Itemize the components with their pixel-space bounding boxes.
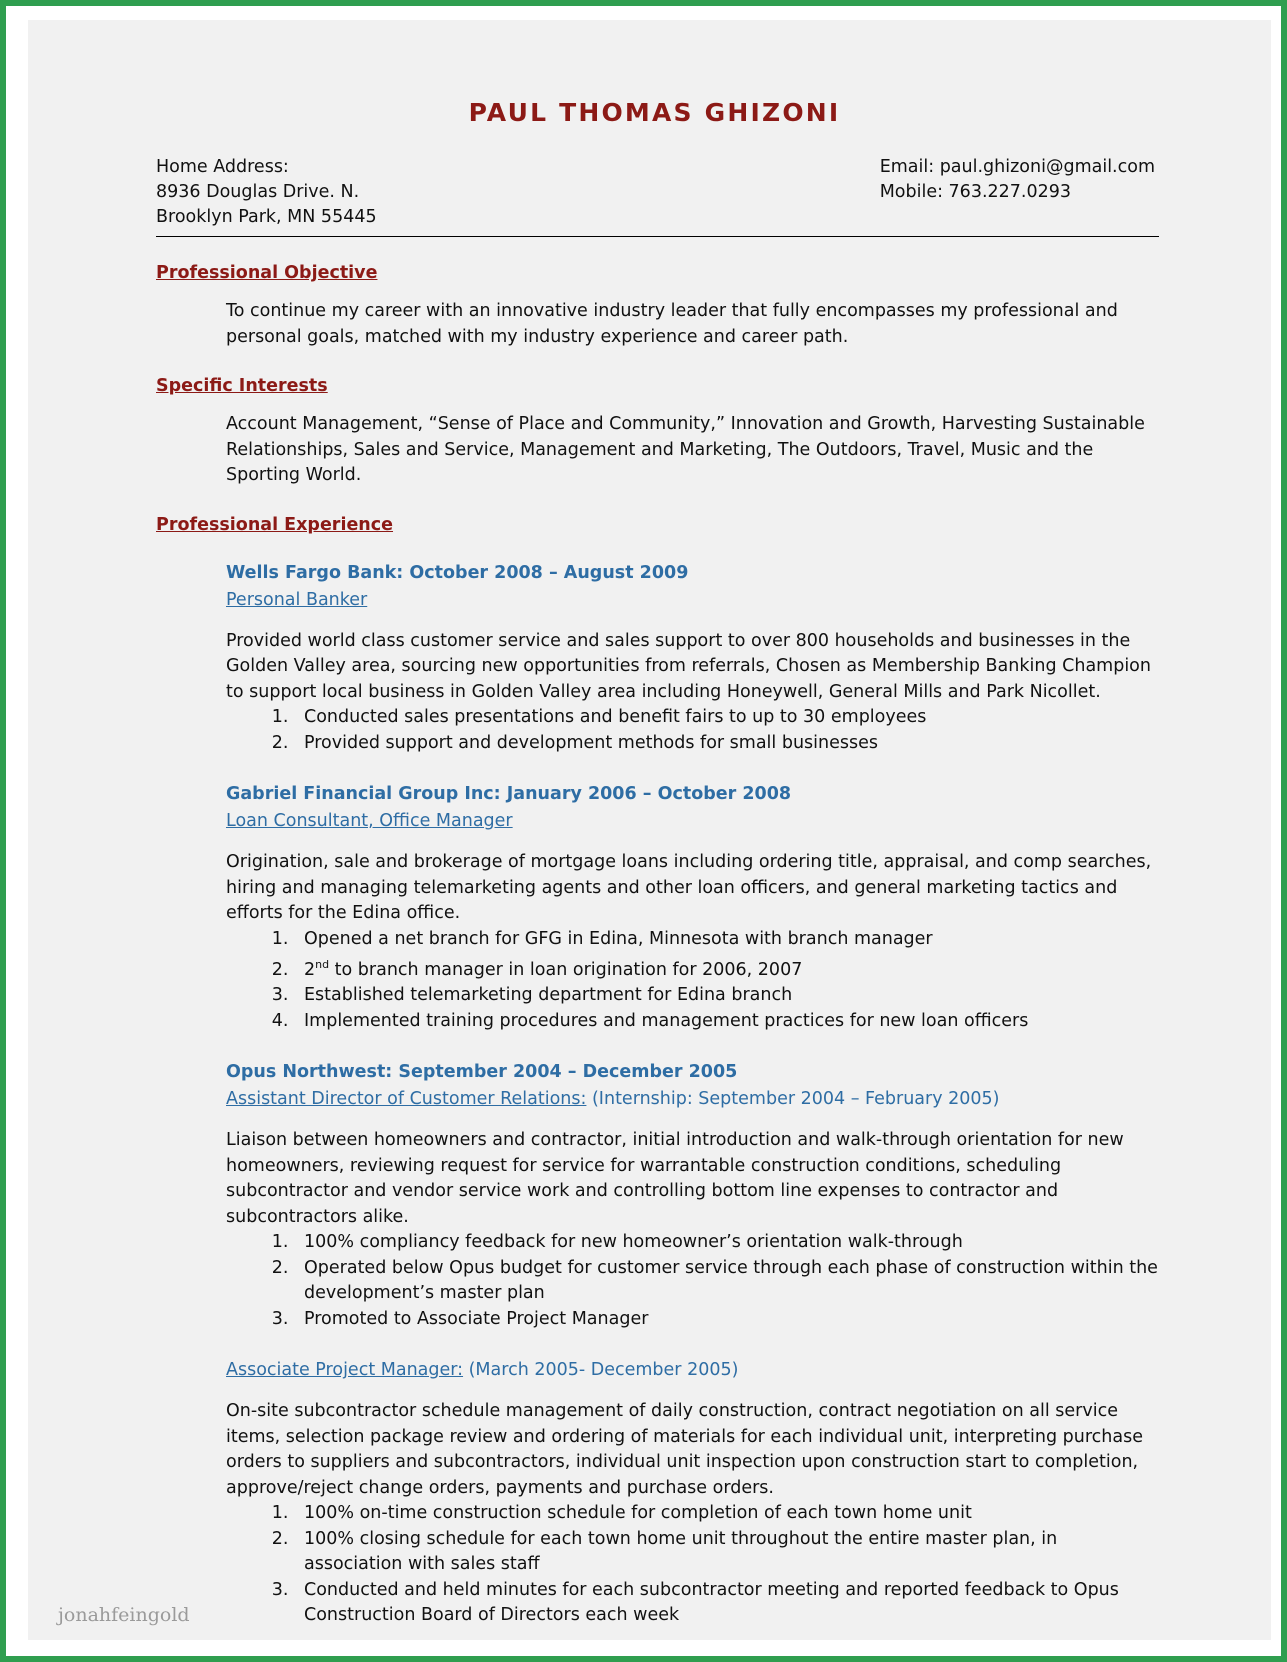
list-item: 3. Established telemarketing department for Edina branch [294,983,1161,1009]
document-sheet [28,20,1271,1640]
job-role-text: Personal Banker [226,589,368,610]
experience-entry [226,782,1161,1034]
list-item: 2. Provided support and development methods for small businesses [294,731,1161,757]
contact-block [156,155,1159,237]
list-item: 1. 100% compliancy feedback for new homeowner’s orientation walk-through [294,1230,1161,1256]
objective-text: To continue my career with an innovative industry leader that fully encompasses my professional and personal goals, matched with my industry experience and career path. [226,301,1118,347]
job-title: Opus Northwest: September 2004 – December 2005 [226,1062,738,1083]
job-description: Provided world class customer service and sales support to over 800 households and businesses in the Golden Valley area, sourcing new opportunities from referrals, Chosen as Membership Banking Champion to support local business in Golden Valley area including Honeywell, General Mills and Park Nicollet. [226,630,1151,702]
interests-text: Account Management, “Sense of Place and Community,” Innovation and Growth, Harvesting Sustainable Relationships, Sales and Service, Management and Marketing, The Outdoors, Travel, Music and the Sporting World. [226,414,1145,485]
watermark: jonahfeingold [58,1604,190,1626]
resume-page [28,20,1271,1640]
contact-details-group [880,155,1155,205]
job-points [272,705,1161,756]
list-item: 2. 100% closing schedule for each town home unit throughout the entire master plan, in association with sales staff [294,1527,1161,1578]
page-title: PAUL THOMAS GHIZONI [468,98,841,127]
job-description: On-site subcontractor schedule management of daily construction, contract negotiation on all service items, selection package review and ordering of materials for each individual unit, interpreting purchase orders to suppliers and subcontractors, individual unit inspection upon construction start to completion, approve/reject change orders, payments and purchase orders. [226,1401,1143,1498]
experience-entry [226,561,1161,757]
list-item: 3. Conducted and held minutes for each subcontractor meeting and reported feedback to Opus Construction Board of Directors each week [294,1578,1161,1629]
job-description: Liaison between homeowners and contractor, initial introduction and walk-through orientation for new homeowners, reviewing request for service for warrantable construction conditions, scheduling subcontractor and vendor service work and controlling bottom line expenses to contractor and subcontractors alike. [226,1130,1124,1227]
home-address-group [156,155,377,230]
job-points [272,927,1161,1035]
section-heading-experience: Professional Experience [156,514,394,535]
job-role-text: Associate Project Manager: [226,1360,464,1381]
list-item: 3. Promoted to Associate Project Manager [294,1307,1161,1333]
address-line-2: Brooklyn Park, MN 55445 [156,207,377,227]
address-line-1: 8936 Douglas Drive. N. [156,182,360,202]
job-role-text: Loan Consultant, Office Manager [226,811,513,831]
list-item: 2. Operated below Opus budget for customer service through each phase of construction within the development’s master plan [294,1256,1161,1307]
experience-entry [226,1060,1161,1332]
mobile-line: Mobile: 763.227.0293 [879,182,1072,202]
list-item: 1. Conducted sales presentations and benefit fairs to up to 30 employees [294,705,1161,731]
ordinal-suffix: nd [315,958,330,971]
home-address-label: Home Address: [156,157,289,177]
job-title: Gabriel Financial Group Inc: January 2006 – October 2008 [226,784,792,804]
list-item: 1. Opened a net branch for GFG in Edina, Minnesota with branch manager [294,927,1161,953]
job-title: Wells Fargo Bank: October 2008 – August 2009 [226,562,689,583]
job-role [226,588,1161,613]
email-line: Email: paul.ghizoni@gmail.com [879,157,1155,177]
section-heading-objective: Professional Objective [156,263,378,283]
job-role-suffix: (March 2005- December 2005) [463,1360,739,1381]
job-points [272,1501,1161,1629]
job-role [226,809,1161,834]
list-item: 1. 100% on-time construction schedule for completion of each town home unit [294,1501,1161,1527]
list-item: 4. Implemented training procedures and management practices for new loan officers [294,1009,1161,1035]
job-role-suffix: (Internship: September 2004 – February 2005) [586,1089,1000,1110]
job-role [226,1358,1161,1383]
job-role-text: Assistant Director of Customer Relations: [226,1089,587,1110]
job-points [272,1230,1161,1332]
job-description: Origination, sale and brokerage of mortgage loans including ordering title, appraisal, and comp searches, hiring and managing telemarketing agents and other loan officers, and general marketing tactics and efforts for the Edina office. [226,852,1152,923]
section-heading-interests: Specific Interests [156,376,328,396]
list-item: 2. 2nd to branch manager in loan origination for 2006, 2007 [294,952,1161,983]
experience-entry [226,1358,1161,1629]
job-role [226,1087,1161,1112]
